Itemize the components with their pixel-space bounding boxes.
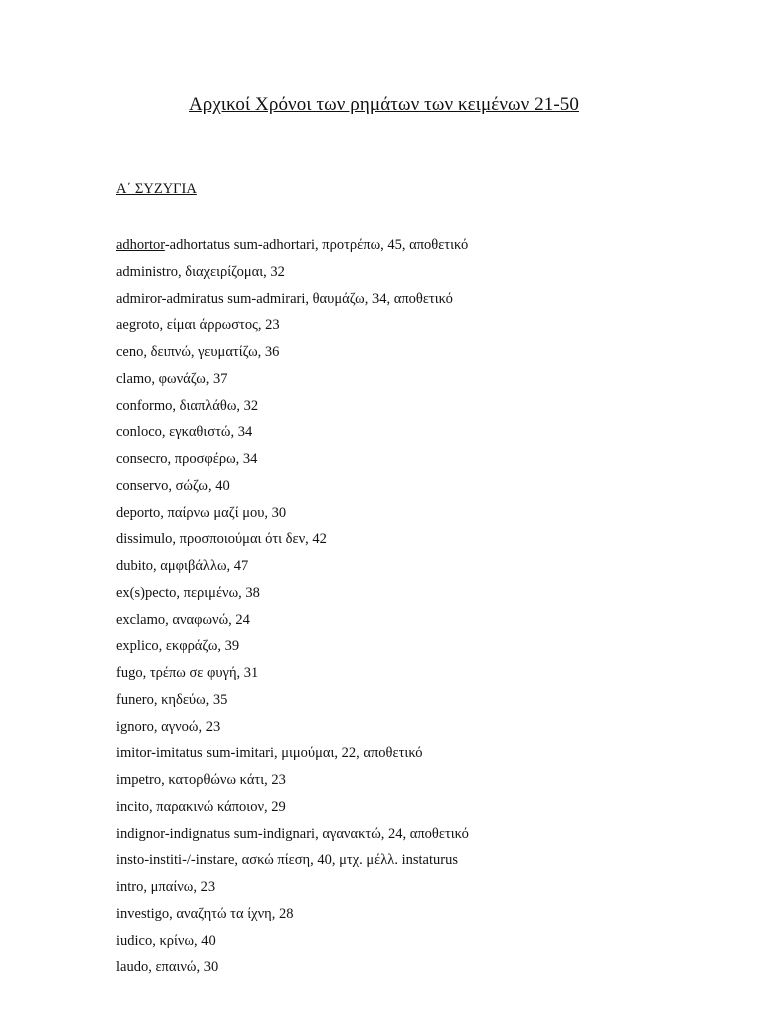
verb-entry bbox=[116, 477, 736, 504]
verb-entry bbox=[116, 423, 736, 450]
verb-entry bbox=[116, 771, 736, 798]
page-title: Αρχικοί Χρόνοι των ρημάτων των κειμένων 21-50 bbox=[188, 94, 580, 115]
verb-entry-text: -adhortatus sum-adhortari, προτρέπω, 45, αποθετικό bbox=[164, 237, 469, 253]
verb-entry-text: intro, μπαίνω, 23 bbox=[116, 879, 216, 895]
verb-entry bbox=[116, 370, 736, 397]
verb-entry-text: ex(s)pecto, περιμένω, 38 bbox=[116, 584, 260, 601]
verb-entry-text: aegroto, είμαι άρρωστος, 23 bbox=[116, 317, 280, 334]
verb-entry bbox=[116, 290, 736, 317]
verb-entry-text: explico, εκφράζω, 39 bbox=[116, 638, 240, 655]
verb-entry-text: admiror-admiratus sum-admirari, θαυμάζω, 34, αποθετικό bbox=[116, 290, 453, 307]
verb-entry bbox=[116, 878, 736, 905]
verb-entry bbox=[116, 530, 736, 557]
verb-entry bbox=[116, 343, 736, 370]
verb-entry-text: impetro, κατορθώνω κάτι, 23 bbox=[116, 772, 286, 788]
verb-entry-text: dissimulo, προσποιούμαι ότι δεν, 42 bbox=[116, 531, 327, 548]
verb-entry-text: laudo, επαινώ, 30 bbox=[116, 959, 219, 976]
verb-entry-text: imitor-imitatus sum-imitari, μιμούμαι, 22, αποθετικό bbox=[116, 745, 423, 762]
verb-entry bbox=[116, 450, 736, 477]
verb-entry-text: fugo, τρέπω σε φυγή, 31 bbox=[116, 665, 259, 681]
verb-entry-text: dubito, αμφιβάλλω, 47 bbox=[116, 558, 249, 574]
verb-entry bbox=[116, 664, 736, 691]
verb-entry-text: iudico, κρίνω, 40 bbox=[116, 932, 216, 949]
verb-entry bbox=[116, 557, 736, 584]
verb-entry-text: funero, κηδεύω, 35 bbox=[116, 691, 228, 708]
verb-entry bbox=[116, 236, 736, 263]
verb-entry-text: investigo, αναζητώ τα ίχνη, 28 bbox=[116, 905, 294, 922]
section-heading: Α΄ ΣΥΖΥΓΙΑ bbox=[116, 181, 197, 197]
verb-entry-text: consecro, προσφέρω, 34 bbox=[116, 451, 258, 467]
verb-entry bbox=[116, 798, 736, 825]
verb-entry bbox=[116, 744, 736, 771]
verb-entry bbox=[116, 584, 736, 611]
verb-entry-text: insto-institi-/-instare, ασκώ πίεση, 40, μτχ. μέλλ. instaturus bbox=[116, 852, 458, 869]
verb-entry bbox=[116, 611, 736, 638]
verb-entry-text: conformo, διαπλάθω, 32 bbox=[116, 397, 259, 414]
verb-entry-text: ignoro, αγνοώ, 23 bbox=[116, 718, 221, 735]
verb-entry bbox=[116, 263, 736, 290]
verb-entry bbox=[116, 932, 736, 959]
verb-entry bbox=[116, 397, 736, 424]
verb-entry bbox=[116, 851, 736, 878]
verb-entry bbox=[116, 637, 736, 664]
verb-entry bbox=[116, 504, 736, 531]
verb-entry-text: ceno, δειπνώ, γευματίζω, 36 bbox=[116, 344, 280, 360]
verb-entry bbox=[116, 718, 736, 745]
verb-entry bbox=[116, 691, 736, 718]
verb-list bbox=[116, 236, 736, 985]
verb-entry-text: conloco, εγκαθιστώ, 34 bbox=[116, 424, 253, 441]
verb-entry-text: administro, διαχειρίζομαι, 32 bbox=[116, 263, 285, 280]
verb-entry-headword: adhortor bbox=[116, 237, 165, 253]
verb-entry bbox=[116, 958, 736, 985]
verb-entry-text: conservo, σώζω, 40 bbox=[116, 477, 230, 494]
verb-entry bbox=[116, 316, 736, 343]
verb-entry-text: incito, παρακινώ κάποιον, 29 bbox=[116, 798, 286, 815]
verb-entry bbox=[116, 825, 736, 852]
verb-entry-text: exclamo, αναφωνώ, 24 bbox=[116, 611, 250, 628]
verb-entry-text: indignor-indignatus sum-indignari, αγανακτώ, 24, αποθετικό bbox=[116, 825, 469, 842]
verb-entry bbox=[116, 905, 736, 932]
verb-entry-text: clamo, φωνάζω, 37 bbox=[116, 370, 228, 387]
verb-entry-text: deporto, παίρνω μαζί μου, 30 bbox=[116, 504, 287, 521]
